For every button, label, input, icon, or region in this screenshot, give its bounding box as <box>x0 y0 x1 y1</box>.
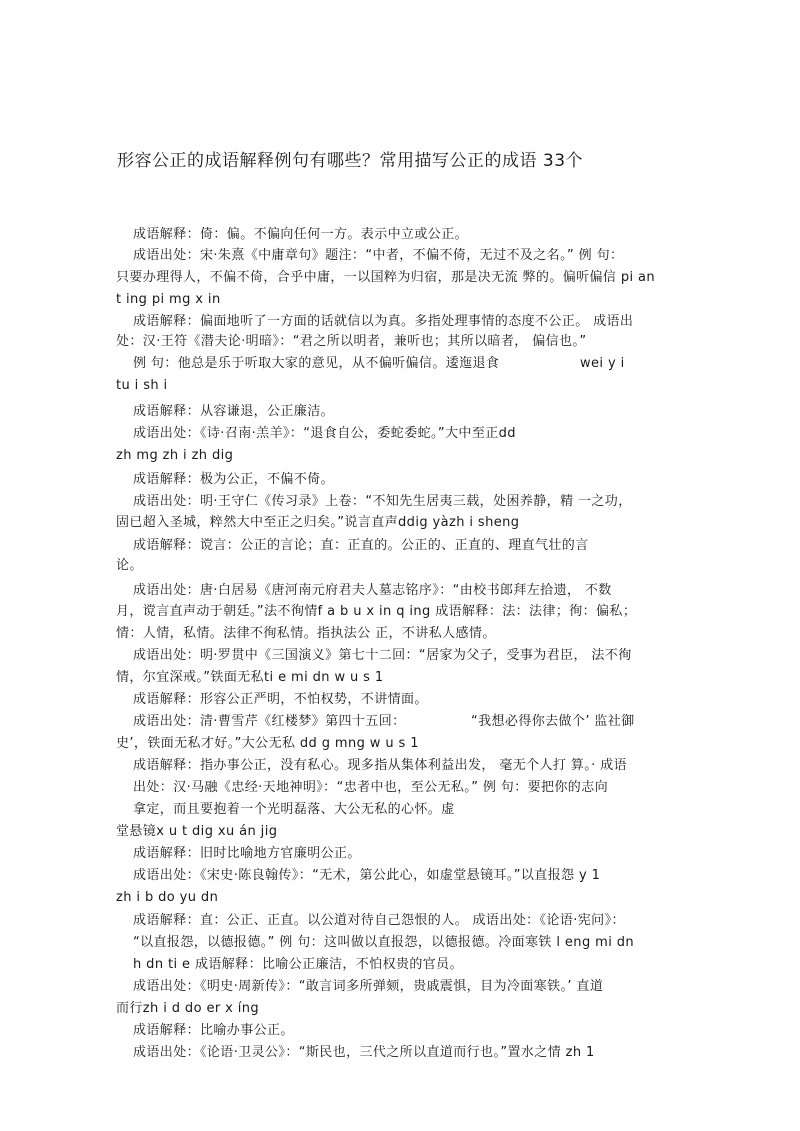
text-line: 成语出处：明·王守仁《传习录》上卷：“不知先生居夷三载，处困养静，精 一之功， <box>133 494 632 509</box>
text-line: 处：汉·王符《潜夫论·明暗》：“君之所以明者，兼听也；其所以暗者， 偏信也。” <box>116 334 587 349</box>
text-line: 例 句：他总是乐于听取大家的意见，从不偏听偏信。逶迤退食 <box>133 356 500 371</box>
text-line: 只要办理得人，不偏不倚，合乎中庸，一以国粹为归宿，那是决无流 弊的。偏听偏信 pi an <box>116 270 656 285</box>
text-line: 出处：汉·马融《忠经·天地神明》：“忠者中也，至公无私。” 例 句：要把你的志向 <box>133 780 608 795</box>
text-line: zh mg zh i zh dig <box>116 448 234 463</box>
text-line: 成语解释：旧时比喻地方官廉明公正。 <box>133 846 361 861</box>
text-line: t ing pi mg x in <box>116 292 221 307</box>
text-line: 成语出处：《论语·卫灵公》：“斯民也，三代之所以直道而行也。”置水之情 zh 1 <box>133 1045 595 1060</box>
text-line: 成语解释：比喻办事公正。 <box>133 1023 294 1038</box>
text-line: 堂悬镜x u t dig xu án jig <box>116 824 278 839</box>
text-line: 情，尔宜深戒。”铁面无私ti e mi dn w u s 1 <box>116 670 384 685</box>
text-line: 成语出处：明·罗贯中《三国演义》第七十二回：“居家为父子，受事为君臣， 法不徇 <box>133 648 632 663</box>
text-line: 拿定，而且要抱着一个光明磊落、大公无私的心怀。虚 <box>133 802 455 817</box>
text-line: 成语解释：直：公正、正直。以公道对待自己怨恨的人。 成语出处：《论语·宪问》： <box>133 913 625 928</box>
text-line: 固已超入圣城，粹然大中至正之归矣。”说言直声ddig yàzh i sheng <box>116 515 520 530</box>
text-line: 成语解释：形容公正严明，不怕权势，不讲情面。 <box>133 692 428 707</box>
text-line: zh i b do yu dn <box>116 890 219 905</box>
text-line: tu i sh i <box>116 378 168 393</box>
text-line: h dn ti e 成语解释：比喻公正廉洁，不怕权贵的官员。 <box>133 957 463 972</box>
page-title: 形容公正的成语解释例句有哪些？常用描写公正的成语 33个 <box>117 151 584 171</box>
text-line: 成语出处：《宋史·陈良翰传》：“无术，第公此心，如虚堂悬镜耳。”以直报怨 y 1 <box>133 868 601 883</box>
text-line: “我想必得你去做个’ 监社御 <box>471 714 635 729</box>
text-line: 成语解释：极为公正，不偏不倚。 <box>133 472 335 487</box>
text-line: 而行zh i d do er x íng <box>116 1001 260 1016</box>
text-line: 成语解释：谠言：公正的言论；直：正直的。公正的、正直的、理直气壮的言 <box>133 538 589 553</box>
text-line: 成语解释：从容谦退，公正廉洁。 <box>133 404 335 419</box>
text-line: 成语解释：偏面地听了一方面的话就信以为真。多指处理事情的态度不公正。 成语出 <box>133 314 634 329</box>
text-line: 史’，铁面无私才好。”大公无私 dd g mng w u s 1 <box>116 736 419 751</box>
text-line: 成语出处：《诗·召南·羔羊》：“退食自公，委蛇委蛇。”大中至正dd <box>133 426 516 441</box>
text-line: 成语解释：指办事公正，没有私心。现多指从集体利益出发， 毫无个人打 算。· 成语 <box>133 758 628 773</box>
text-line: 成语解释：倚：偏。不偏向任何一方。表示中立或公正。 <box>133 227 469 242</box>
text-line: 成语出处：《明史·周新传》：“敢言词多所弹颏，贵戚震惧，目为冷面寒铁。’ 直道 <box>133 979 604 994</box>
text-line: 情：人情，私情。法律不徇私情。指执法公 正，不讲私人感情。 <box>116 626 496 641</box>
text-line: 成语出处：宋·朱熹《中庸章句》题注：“中者，不偏不倚，无过不及之名。” 例 句： <box>133 248 624 263</box>
text-line: 成语出处：清·曹雪芹《红楼梦》第四十五回： <box>133 714 406 729</box>
text-line: 月，谠言直声动于朝廷。”法不徇情f a b u x in q ing 成语解释：法：法律；徇：偏私； <box>116 604 637 619</box>
text-line: “以直报怨，以德报德。” 例 句：这叫做以直报怨，以德报德。冷面寒铁 l eng mi dn <box>133 935 635 950</box>
text-line: wei y i <box>580 356 625 371</box>
text-line: 论。 <box>116 558 143 573</box>
text-line: 成语出处：唐·白居易《唐河南元府君夫人墓志铭序》：“由校书郎拜左拾遗， 不数 <box>133 583 612 598</box>
